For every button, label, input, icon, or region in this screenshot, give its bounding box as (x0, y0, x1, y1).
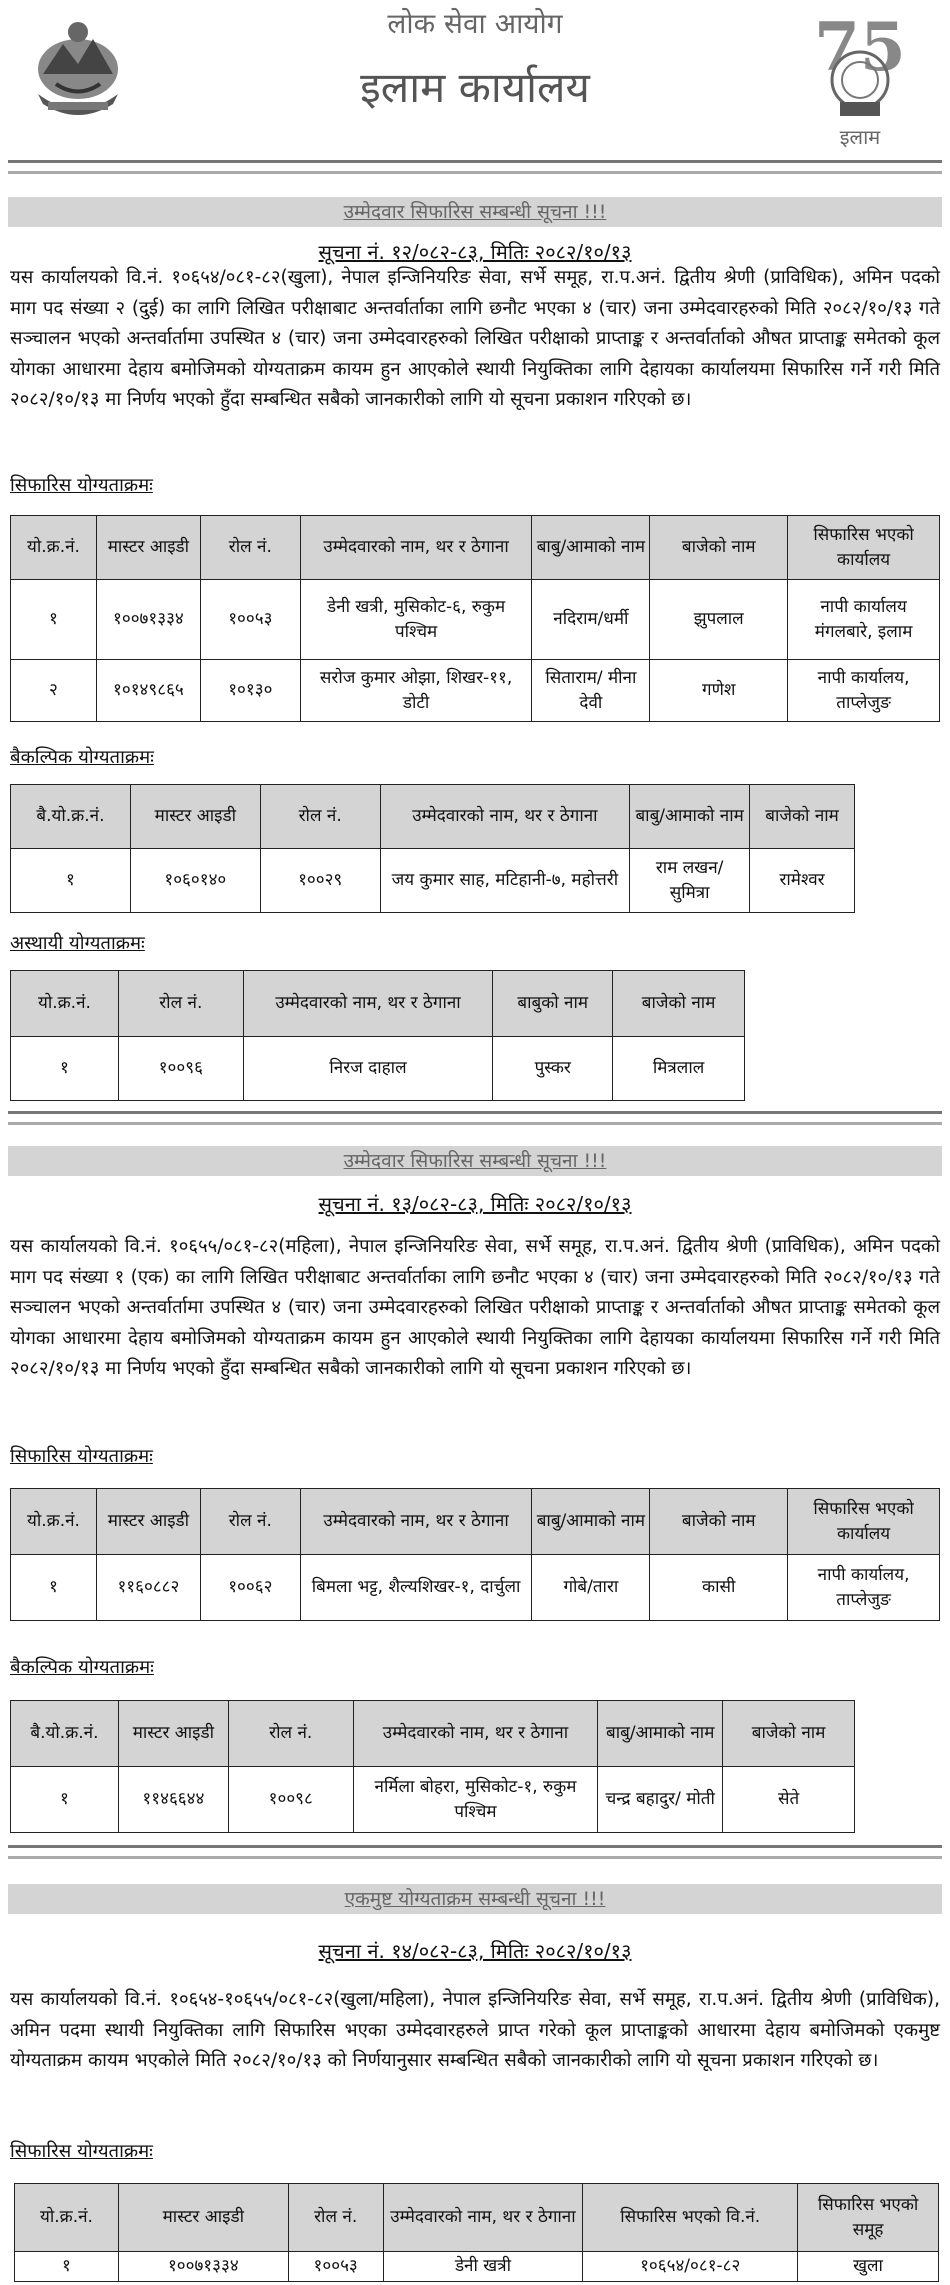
table-cell: चन्द्र बहादुर/ मोती (598, 1767, 723, 1833)
col-header: बै.यो.क्र.नं. (11, 785, 131, 849)
table-cell: निरज दाहाल (243, 1037, 493, 1101)
table-cell: पुस्कर (493, 1037, 613, 1101)
col-header: यो.क्र.नं. (15, 2184, 119, 2252)
col-header: रोल नं. (288, 2184, 383, 2252)
table-cell: राम लखन/ सुमित्रा (630, 849, 750, 913)
notice2-alt-heading: बैकल्पिक योग्यताक्रमः (10, 1657, 154, 1678)
table-cell: १००५३ (288, 2252, 383, 2282)
table-cell: डेनी खत्री, मुसिकोट-६, रुकुम पश्चिम (300, 580, 532, 660)
table-cell: कासी (650, 1555, 788, 1621)
anniversary-logo-icon (800, 2, 920, 152)
divider (8, 1845, 942, 1859)
table-cell: ११४६६४४ (118, 1767, 228, 1833)
table-cell: नदिराम/धर्मी (532, 580, 650, 660)
table-cell: १००९८ (228, 1767, 353, 1833)
logo-label: इलाम (839, 125, 881, 149)
table-header-row (11, 971, 745, 1037)
col-header: बाबु/आमाको नाम (532, 516, 650, 580)
table-cell: गोबे/तारा (532, 1555, 650, 1621)
office-name: इलाम कार्यालय (360, 63, 590, 112)
col-header: मास्टर आइडी (130, 785, 260, 849)
col-header: उम्मेदवारको नाम, थर र ठेगाना (383, 2184, 583, 2252)
col-header: बाजेको नाम (750, 785, 855, 849)
notice2-number: सूचना नं. १३/०८२-८३, मितिः २०८२/१०/१३ (318, 1192, 632, 1216)
table-cell: १ (11, 580, 97, 660)
notice1-temp-heading: अस्थायी योग्यताक्रमः (10, 933, 145, 954)
notice1-banner: उम्मेदवार सिफारिस सम्बन्धी सूचना !!! (8, 197, 942, 227)
notice1-alt-table (10, 784, 855, 913)
notice3-number: सूचना नं. १४/०८२-८३, मितिः २०८२/१०/१३ (318, 1939, 632, 1963)
notice2-rec-heading: सिफारिस योग्यताक्रमः (10, 1446, 153, 1467)
table-cell: १००२९ (260, 849, 380, 913)
table-cell: सिताराम/ मीना देवी (532, 660, 650, 722)
col-header: बाबु/आमाको नाम (630, 785, 750, 849)
table-cell: नर्मिला बोहरा, मुसिकोट-१, रुकुम पश्चिम (353, 1767, 598, 1833)
col-header: उम्मेदवारको नाम, थर र ठेगाना (300, 516, 532, 580)
table-row (15, 2252, 939, 2282)
notice1-paragraph: यस कार्यालयको वि.नं. १०६५४/०८१-८२(खुला), नेपाल इन्जिनियरिङ सेवा, सर्भे समूह, रा.प.अनं. द्वितीय श्रेणी (प्राविधिक), अमिन पदको माग पद संख्या २ (दुई) का लागि लिखित परीक्षाबाट अन्तर्वार्ताका लागि छनौट भएका ४ (चार) जना उम्मेदवारहरुको मिति २०८२/१०/१३ गते सञ्चालन भएको अन्तर्वार्तामा उपस्थित ४ (चार) जना उम्मेदवारहरुको लिखित परीक्षाको प्राप्ताङ्क र अन्तर्वार्ताको औषत प्राप्ताङ्क समेतको कूल योगका आधारमा देहाय बमोजिमको योग्यताक्रम कायम हुन आएकोले स्थायी नियुक्तिका लागि देहायका कार्यालयमा सिफारिस गर्ने गरी मिति २०८२/१०/१३ मा निर्णय भएको हुँदा सम्बन्धित सबैको जानकारीको लागि यो सूचना प्रकाशन गरिएको छ। (10, 267, 940, 410)
notice1-alt-heading: बैकल्पिक योग्यताक्रमः (10, 747, 154, 768)
anniversary-number: 75 (814, 8, 906, 86)
table-header-row (11, 1489, 940, 1555)
table-cell: १०६०१४० (130, 849, 260, 913)
notice3-rec-table (14, 2183, 939, 2282)
table-cell: १००७१३३४ (118, 2252, 288, 2282)
table-cell: रामेश्वर (750, 849, 855, 913)
table-cell: १००५३ (200, 580, 300, 660)
notice1-rec-heading: सिफारिस योग्यताक्रमः (10, 475, 153, 496)
col-header: सिफारिस भएको समूह (798, 2184, 939, 2252)
table-cell: १ (11, 849, 131, 913)
table-cell: १०१३० (200, 660, 300, 722)
table-cell: १००९६ (118, 1037, 243, 1101)
table-header-row (15, 2184, 939, 2252)
col-header: मास्टर आइडी (96, 516, 200, 580)
table-cell: डेनी खत्री (383, 2252, 583, 2282)
table-cell: बिमला भट्ट, शैल्यशिखर-१, दार्चुला (300, 1555, 532, 1621)
table-cell: १००७१३३४ (96, 580, 200, 660)
table-row (11, 1555, 940, 1621)
col-header: यो.क्र.नं. (11, 1489, 97, 1555)
table-cell: १०६५४/०८१-८२ (583, 2252, 798, 2282)
col-header: बाजेको नाम (650, 516, 788, 580)
col-header: सिफारिस भएको वि.नं. (583, 2184, 798, 2252)
table-cell: मित्रलाल (613, 1037, 745, 1101)
notice3-banner: एकमुष्ट योग्यताक्रम सम्बन्धी सूचना !!! (8, 1884, 942, 1914)
notice2-rec-table (10, 1488, 940, 1621)
col-header: रोल नं. (118, 971, 243, 1037)
table-cell: १ (11, 1767, 119, 1833)
notice3-rec-heading: सिफारिस योग्यताक्रमः (10, 2141, 153, 2162)
table-row (11, 580, 940, 660)
table-cell: सेते (723, 1767, 855, 1833)
table-cell: गणेश (650, 660, 788, 722)
table-header-row (11, 1701, 855, 1767)
table-header-row (11, 516, 940, 580)
col-header: रोल नं. (200, 516, 300, 580)
col-header: यो.क्र.नं. (11, 971, 119, 1037)
table-cell: १ (11, 1037, 119, 1101)
col-header: उम्मेदवारको नाम, थर र ठेगाना (243, 971, 493, 1037)
table-cell: नापी कार्यालय मंगलबारे, इलाम (788, 580, 940, 660)
table-cell: १ (15, 2252, 119, 2282)
table-cell: नापी कार्यालय, ताप्लेजुङ (788, 1555, 940, 1621)
col-header: उम्मेदवारको नाम, थर र ठेगाना (380, 785, 630, 849)
notice1-rec-table (10, 515, 940, 722)
notice3-paragraph: यस कार्यालयको वि.नं. १०६५४-१०६५५/०८१-८२(खुला/महिला), नेपाल इन्जिनियरिङ सेवा, सर्भे समूह, रा.प.अनं. द्वितीय श्रेणी (प्राविधिक), अमिन पदमा स्थायी नियुक्तिका लागि सिफारिस भएका उम्मेदवारहरुले प्राप्त गरेको कूल प्राप्ताङ्कको आधारमा देहाय बमोजिमको एकमुष्ट योग्यताक्रम कायम भएकोले मिति २०८२/१०/१३ को निर्णयानुसार सम्बन्धित सबैको जानकारीको लागि यो सूचना प्रकाशन गरिएको छ। (10, 1989, 940, 2071)
notice2-banner: उम्मेदवार सिफारिस सम्बन्धी सूचना !!! (8, 1146, 942, 1176)
col-header: मास्टर आइडी (118, 2184, 288, 2252)
divider (8, 1111, 942, 1125)
col-header: रोल नं. (228, 1701, 353, 1767)
table-cell: खुला (798, 2252, 939, 2282)
col-header: रोल नं. (200, 1489, 300, 1555)
table-cell: सरोज कुमार ओझा, शिखर-११, डोटी (300, 660, 532, 722)
col-header: मास्टर आइडी (118, 1701, 228, 1767)
col-header: बाजेको नाम (613, 971, 745, 1037)
org-name: लोक सेवा आयोग (387, 7, 563, 40)
notice2-paragraph: यस कार्यालयको वि.नं. १०६५५/०८१-८२(महिला), नेपाल इन्जिनियरिङ सेवा, सर्भे समूह, रा.प.अनं. द्वितीय श्रेणी (प्राविधिक), अमिन पदको माग पद संख्या १ (एक) का लागि लिखित परीक्षाबाट अन्तर्वार्ताका लागि छनौट भएका ४ (चार) जना उम्मेदवारहरुको मिति २०८२/१०/१३ गते सञ्चालन भएको अन्तर्वार्तामा उपस्थित ४ (चार) जना उम्मेदवारहरुको लिखित परीक्षाको प्राप्ताङ्क र अन्तर्वार्ताको औषत प्राप्ताङ्क समेतको कूल योगका आधारमा देहाय बमोजिमको योग्यताक्रम कायम हुन आएकोले स्थायी नियुक्तिका लागि देहायका कार्यालयमा सिफारिस गर्ने गरी मिति २०८२/१०/१३ मा निर्णय भएको हुँदा सम्बन्धित सबैको जानकारीको लागि यो सूचना प्रकाशन गरिएको छ। (10, 1236, 940, 1379)
col-header: यो.क्र.नं. (11, 516, 97, 580)
col-header: बाजेको नाम (723, 1701, 855, 1767)
table-row (11, 1767, 855, 1833)
notice1-temp-table (10, 970, 745, 1101)
col-header: बै.यो.क्र.नं. (11, 1701, 119, 1767)
col-header: उम्मेदवारको नाम, थर र ठेगाना (353, 1701, 598, 1767)
table-cell: झुपलाल (650, 580, 788, 660)
notice2-alt-table (10, 1700, 855, 1833)
notice1-number: सूचना नं. १२/०८२-८३, मितिः २०८२/१०/१३ (318, 240, 632, 264)
col-header: बाबु/आमाको नाम (598, 1701, 723, 1767)
col-header: सिफारिस भएको कार्यालय (788, 1489, 940, 1555)
table-cell: १००६२ (200, 1555, 300, 1621)
col-header: बाबु/आमाको नाम (532, 1489, 650, 1555)
table-header-row (11, 785, 855, 849)
col-header: मास्टर आइडी (96, 1489, 200, 1555)
table-cell: १०१४९८६५ (96, 660, 200, 722)
col-header: बाबुको नाम (493, 971, 613, 1037)
table-row (11, 660, 940, 722)
col-header: उम्मेदवारको नाम, थर र ठेगाना (300, 1489, 532, 1555)
col-header: रोल नं. (260, 785, 380, 849)
page-header (0, 0, 950, 160)
table-row (11, 1037, 745, 1101)
col-header: बाजेको नाम (650, 1489, 788, 1555)
table-cell: २ (11, 660, 97, 722)
divider (8, 160, 942, 174)
table-cell: ११६०८८२ (96, 1555, 200, 1621)
table-row (11, 849, 855, 913)
table-cell: नापी कार्यालय, ताप्लेजुङ (788, 660, 940, 722)
table-cell: जय कुमार साह, मटिहानी-७, महोत्तरी (380, 849, 630, 913)
col-header: सिफारिस भएको कार्यालय (788, 516, 940, 580)
table-cell: १ (11, 1555, 97, 1621)
